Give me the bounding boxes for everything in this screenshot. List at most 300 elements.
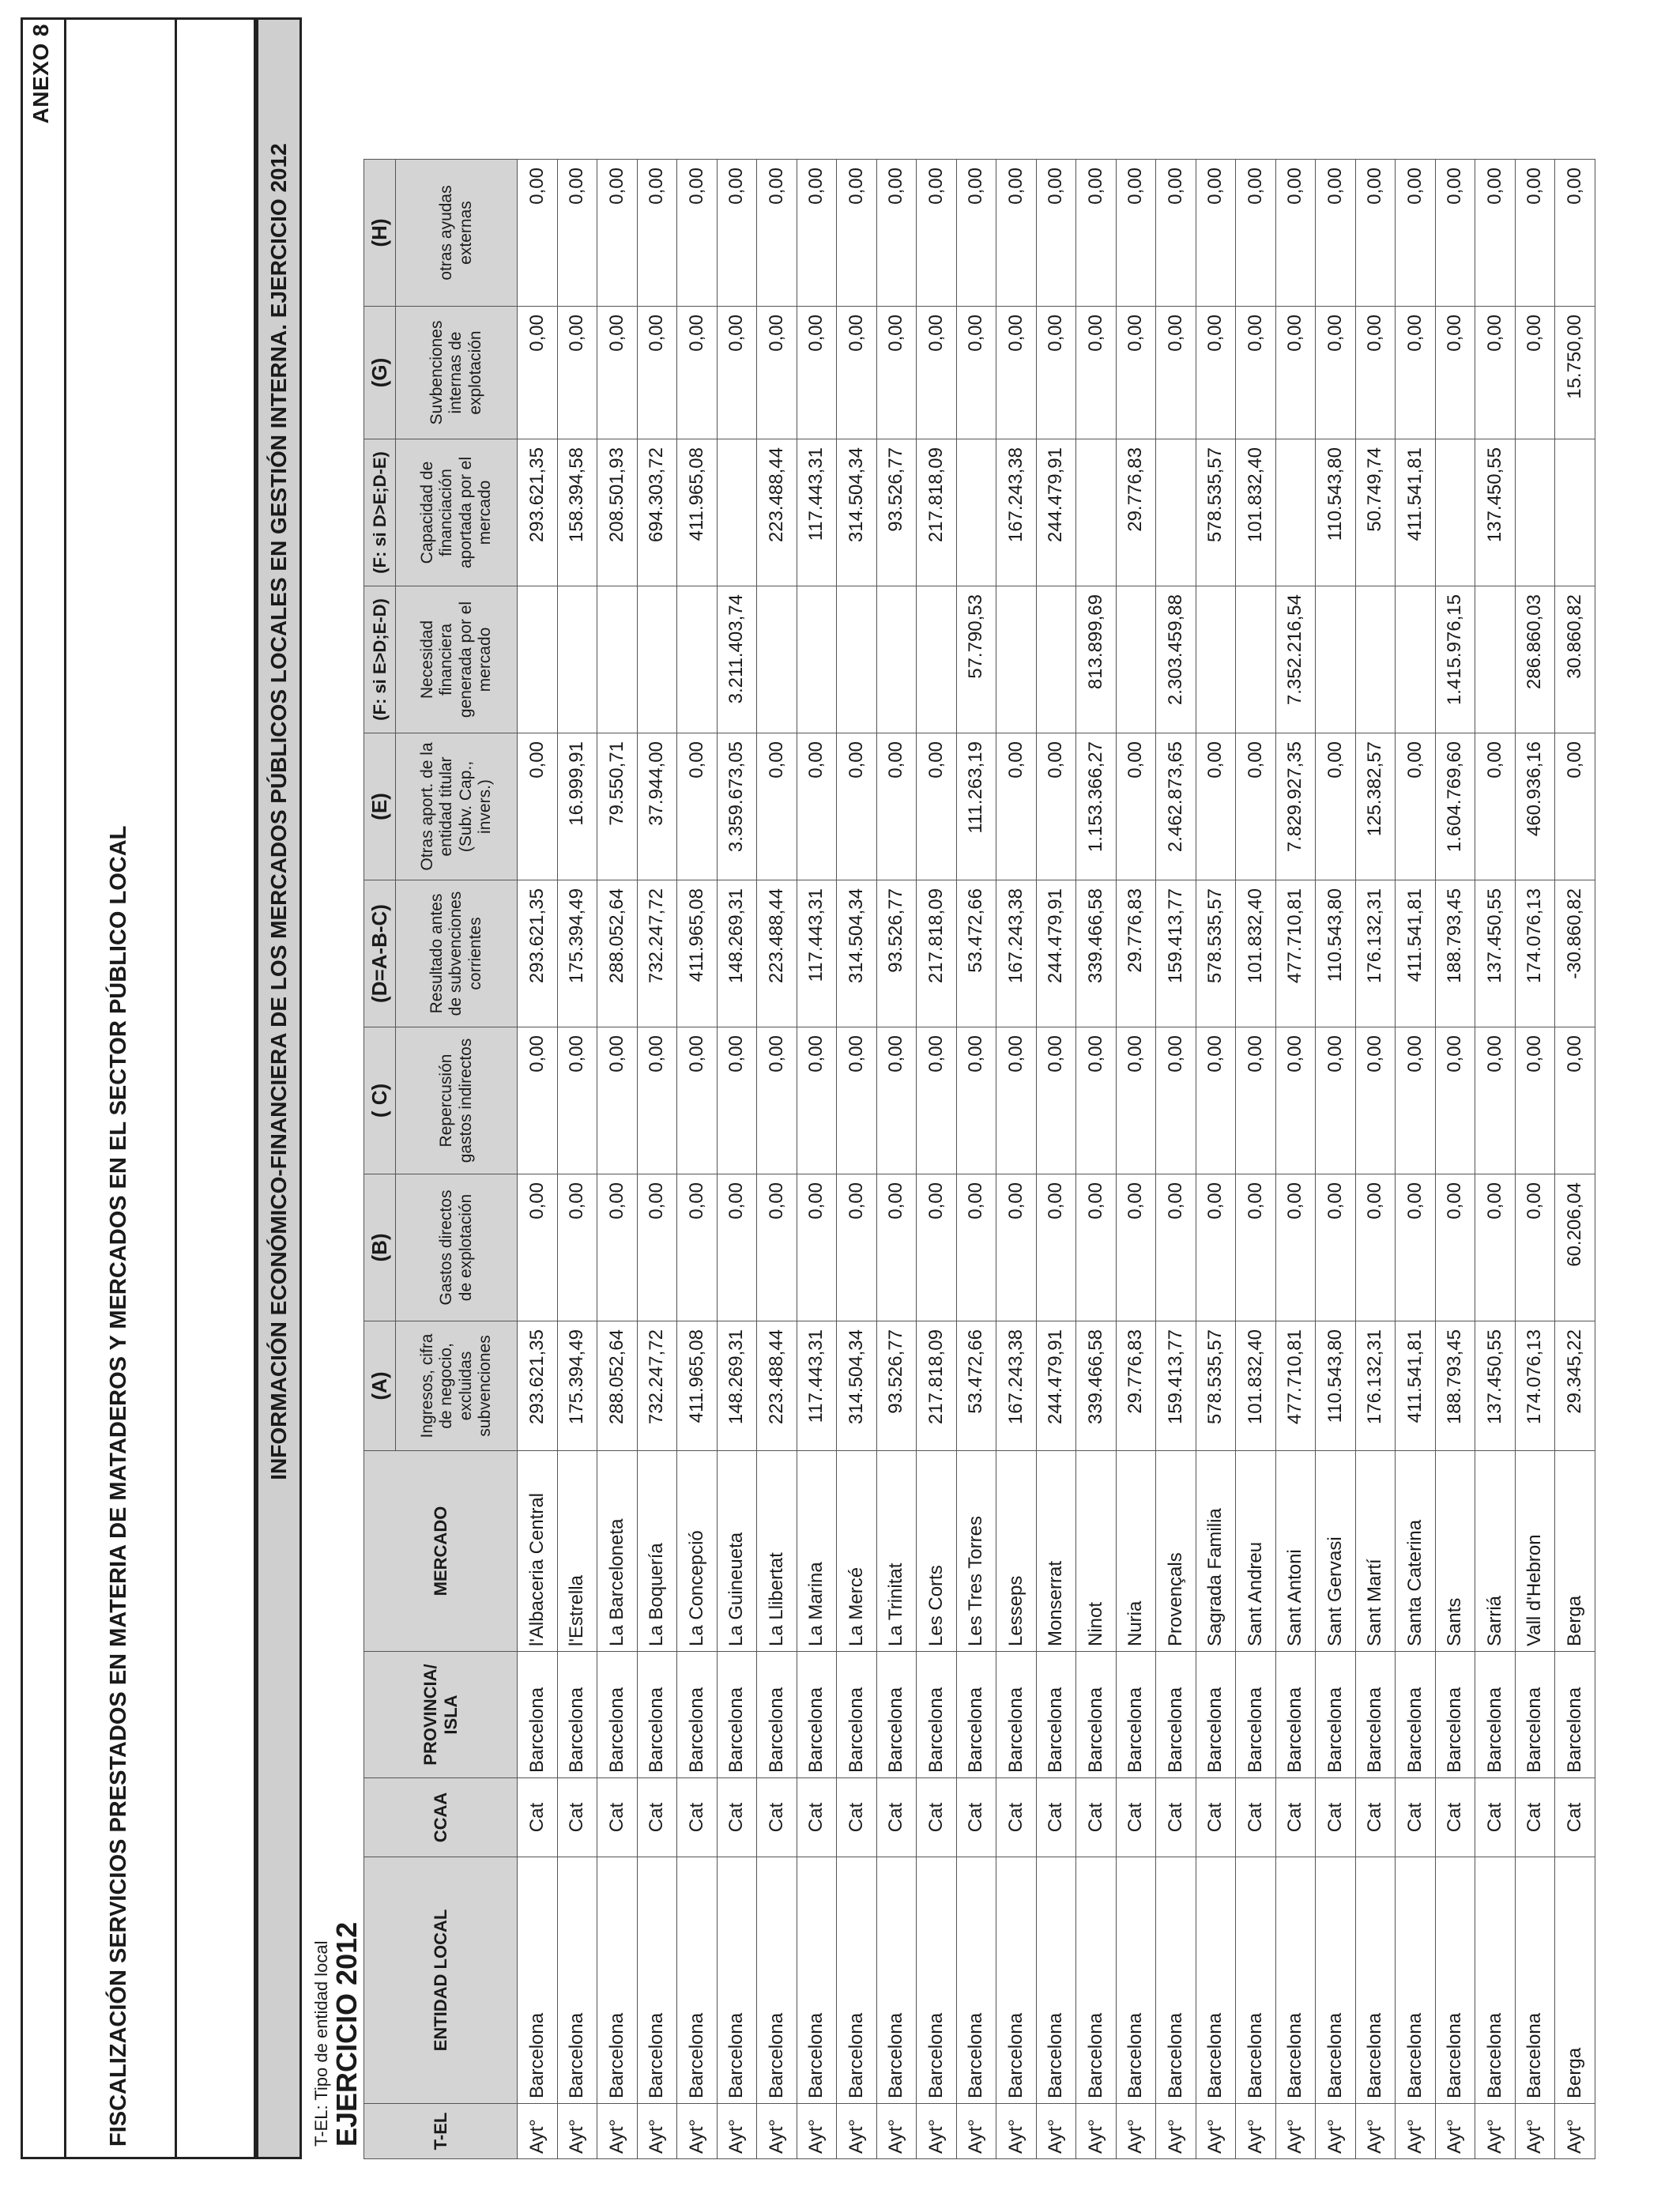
table-row xyxy=(1275,160,1316,2159)
cell-a: 411.965,08 xyxy=(677,1321,718,1451)
cell-b: 0,00 xyxy=(1316,1174,1356,1321)
cell-b: 0,00 xyxy=(557,1174,597,1321)
cell-ccaa: Cat xyxy=(1555,1778,1595,1857)
cell-mercado: Sant Antoni xyxy=(1275,1451,1316,1652)
cell-a: 174.076,13 xyxy=(1515,1321,1555,1451)
spacer-box xyxy=(177,17,256,2159)
cell-a: 188.793,45 xyxy=(1435,1321,1475,1451)
cell-f1 xyxy=(1196,586,1236,733)
table-row xyxy=(1515,160,1555,2159)
cell-tel: Ayt° xyxy=(1355,2104,1396,2159)
col-a-desc: Ingresos, cifra de negocio, excluidas subvenciones xyxy=(396,1321,518,1451)
cell-e: 37.944,00 xyxy=(637,733,677,880)
cell-f2: 223.488,44 xyxy=(757,439,797,586)
cell-c: 0,00 xyxy=(837,1027,877,1174)
cell-c: 0,00 xyxy=(1555,1027,1595,1174)
cell-b: 0,00 xyxy=(876,1174,917,1321)
cell-entidad: Barcelona xyxy=(1355,1857,1396,2104)
cell-ccaa: Cat xyxy=(518,1778,558,1857)
cell-e: 0,00 xyxy=(518,733,558,880)
cell-f1 xyxy=(876,586,917,733)
cell-f1: 813.899,69 xyxy=(1076,586,1117,733)
cell-h: 0,00 xyxy=(1475,160,1516,307)
cell-e: 16.999,91 xyxy=(557,733,597,880)
cell-a: 167.243,38 xyxy=(996,1321,1037,1451)
cell-d: 339.466,58 xyxy=(1076,880,1117,1027)
cell-a: 223.488,44 xyxy=(757,1321,797,1451)
col-d-desc: Resultado antes de subvenciones corrientes xyxy=(396,880,518,1027)
cell-h: 0,00 xyxy=(1515,160,1555,307)
cell-c: 0,00 xyxy=(1036,1027,1076,1174)
col-d-letter: (D=A-B-C) xyxy=(364,880,396,1027)
cell-mercado: La Guineueta xyxy=(717,1451,757,1652)
cell-e: 2.462.873,65 xyxy=(1156,733,1196,880)
cell-h: 0,00 xyxy=(1156,160,1196,307)
cell-tel: Ayt° xyxy=(518,2104,558,2159)
cell-f2 xyxy=(1156,439,1196,586)
table-row xyxy=(557,160,597,2159)
cell-c: 0,00 xyxy=(1116,1027,1156,1174)
cell-h: 0,00 xyxy=(996,160,1037,307)
cell-mercado: La Concepció xyxy=(677,1451,718,1652)
cell-g: 0,00 xyxy=(876,307,917,439)
cell-e: 7.829.927,35 xyxy=(1275,733,1316,880)
cell-b: 0,00 xyxy=(717,1174,757,1321)
cell-ccaa: Cat xyxy=(1275,1778,1316,1857)
cell-g: 0,00 xyxy=(1515,307,1555,439)
cell-h: 0,00 xyxy=(1396,160,1436,307)
cell-g: 0,00 xyxy=(1236,307,1276,439)
cell-g: 0,00 xyxy=(717,307,757,439)
col-h-letter: (H) xyxy=(364,160,396,307)
cell-g: 0,00 xyxy=(996,307,1037,439)
cell-entidad: Berga xyxy=(1555,1857,1595,2104)
cell-f2: 110.543,80 xyxy=(1316,439,1356,586)
cell-c: 0,00 xyxy=(797,1027,837,1174)
cell-g: 0,00 xyxy=(1275,307,1316,439)
cell-f2: 117.443,31 xyxy=(797,439,837,586)
cell-a: 578.535,57 xyxy=(1196,1321,1236,1451)
table-row xyxy=(876,160,917,2159)
cell-a: 117.443,31 xyxy=(797,1321,837,1451)
cell-h: 0,00 xyxy=(837,160,877,307)
cell-c: 0,00 xyxy=(1316,1027,1356,1174)
cell-entidad: Barcelona xyxy=(1515,1857,1555,2104)
cell-mercado: Monserrat xyxy=(1036,1451,1076,1652)
cell-b: 0,00 xyxy=(677,1174,718,1321)
table-row xyxy=(1236,160,1276,2159)
cell-tel: Ayt° xyxy=(1475,2104,1516,2159)
cell-c: 0,00 xyxy=(1475,1027,1516,1174)
cell-h: 0,00 xyxy=(1555,160,1595,307)
annex-box xyxy=(21,17,66,2159)
cell-ccaa: Cat xyxy=(1036,1778,1076,1857)
cell-tel: Ayt° xyxy=(996,2104,1037,2159)
cell-d: 223.488,44 xyxy=(757,880,797,1027)
cell-provincia: Barcelona xyxy=(1196,1652,1236,1778)
cell-f2 xyxy=(1555,439,1595,586)
cell-b: 0,00 xyxy=(1196,1174,1236,1321)
cell-a: 244.479,91 xyxy=(1036,1321,1076,1451)
cell-f2: 29.776,83 xyxy=(1116,439,1156,586)
cell-e: 125.382,57 xyxy=(1355,733,1396,880)
cell-entidad: Barcelona xyxy=(757,1857,797,2104)
cell-a: 477.710,81 xyxy=(1275,1321,1316,1451)
cell-d: 217.818,09 xyxy=(917,880,957,1027)
cell-f2: 314.504,34 xyxy=(837,439,877,586)
cell-c: 0,00 xyxy=(757,1027,797,1174)
col-entidad: ENTIDAD LOCAL xyxy=(364,1857,518,2104)
cell-d: 93.526,77 xyxy=(876,880,917,1027)
table-row xyxy=(1355,160,1396,2159)
cell-g: 0,00 xyxy=(1156,307,1196,439)
cell-g: 0,00 xyxy=(1316,307,1356,439)
cell-provincia: Barcelona xyxy=(876,1652,917,1778)
cell-h: 0,00 xyxy=(597,160,638,307)
cell-c: 0,00 xyxy=(597,1027,638,1174)
cell-e: 0,00 xyxy=(1196,733,1236,880)
col-f1-desc: Necesidad financiera generada por el mercado xyxy=(396,586,518,733)
cell-a: 288.052,64 xyxy=(597,1321,638,1451)
cell-entidad: Barcelona xyxy=(1156,1857,1196,2104)
cell-a: 101.832,40 xyxy=(1236,1321,1276,1451)
col-g-desc: Suvbenciones internas de explotación xyxy=(396,307,518,439)
cell-entidad: Barcelona xyxy=(1236,1857,1276,2104)
cell-e: 0,00 xyxy=(1316,733,1356,880)
cell-ccaa: Cat xyxy=(637,1778,677,1857)
cell-d: 53.472,66 xyxy=(956,880,996,1027)
col-ccaa: CCAA xyxy=(364,1778,518,1857)
cell-provincia: Barcelona xyxy=(1515,1652,1555,1778)
cell-entidad: Barcelona xyxy=(996,1857,1037,2104)
cell-a: 29.345,22 xyxy=(1555,1321,1595,1451)
cell-tel: Ayt° xyxy=(956,2104,996,2159)
cell-b: 0,00 xyxy=(797,1174,837,1321)
cell-h: 0,00 xyxy=(876,160,917,307)
cell-f1 xyxy=(518,586,558,733)
cell-e: 460.936,16 xyxy=(1515,733,1555,880)
table-row xyxy=(1156,160,1196,2159)
cell-mercado: l'Albaceria Central xyxy=(518,1451,558,1652)
table-row xyxy=(1196,160,1236,2159)
col-mercado: MERCADO xyxy=(364,1451,518,1652)
cell-provincia: Barcelona xyxy=(1435,1652,1475,1778)
table-row xyxy=(1076,160,1117,2159)
cell-e: 0,00 xyxy=(677,733,718,880)
cell-d: 117.443,31 xyxy=(797,880,837,1027)
cell-entidad: Barcelona xyxy=(1316,1857,1356,2104)
cell-entidad: Barcelona xyxy=(876,1857,917,2104)
cell-h: 0,00 xyxy=(1316,160,1356,307)
cell-h: 0,00 xyxy=(757,160,797,307)
table-row xyxy=(797,160,837,2159)
cell-g: 0,00 xyxy=(917,307,957,439)
cell-c: 0,00 xyxy=(876,1027,917,1174)
cell-f1: 30.860,82 xyxy=(1555,586,1595,733)
cell-f2: 244.479,91 xyxy=(1036,439,1076,586)
cell-c: 0,00 xyxy=(1396,1027,1436,1174)
cell-e: 1.153.366,27 xyxy=(1076,733,1117,880)
cell-h: 0,00 xyxy=(1275,160,1316,307)
cell-h: 0,00 xyxy=(1196,160,1236,307)
cell-f2 xyxy=(1515,439,1555,586)
cell-b: 0,00 xyxy=(518,1174,558,1321)
cell-b: 0,00 xyxy=(837,1174,877,1321)
cell-tel: Ayt° xyxy=(637,2104,677,2159)
cell-h: 0,00 xyxy=(637,160,677,307)
cell-g: 0,00 xyxy=(1396,307,1436,439)
cell-h: 0,00 xyxy=(1116,160,1156,307)
cell-provincia: Barcelona xyxy=(1156,1652,1196,1778)
cell-provincia: Barcelona xyxy=(1475,1652,1516,1778)
cell-b: 0,00 xyxy=(597,1174,638,1321)
cell-ccaa: Cat xyxy=(1515,1778,1555,1857)
cell-f1 xyxy=(1355,586,1396,733)
cell-provincia: Barcelona xyxy=(717,1652,757,1778)
cell-mercado: Ninot xyxy=(1076,1451,1117,1652)
cell-d: 293.621,35 xyxy=(518,880,558,1027)
cell-h: 0,00 xyxy=(1355,160,1396,307)
cell-f2: 411.965,08 xyxy=(677,439,718,586)
table-row xyxy=(518,160,558,2159)
cell-tel: Ayt° xyxy=(1316,2104,1356,2159)
cell-f2: 578.535,57 xyxy=(1196,439,1236,586)
cell-h: 0,00 xyxy=(518,160,558,307)
cell-mercado: La Barceloneta xyxy=(597,1451,638,1652)
cell-f1 xyxy=(1116,586,1156,733)
section-bar xyxy=(256,17,302,2159)
cell-b: 0,00 xyxy=(1116,1174,1156,1321)
table-row xyxy=(1036,160,1076,2159)
cell-ccaa: Cat xyxy=(917,1778,957,1857)
cell-f1 xyxy=(637,586,677,733)
cell-f2: 217.818,09 xyxy=(917,439,957,586)
cell-f1 xyxy=(1396,586,1436,733)
cell-tel: Ayt° xyxy=(757,2104,797,2159)
col-a-letter: (A) xyxy=(364,1321,396,1451)
cell-mercado: La Trinitat xyxy=(876,1451,917,1652)
cell-c: 0,00 xyxy=(1236,1027,1276,1174)
cell-ccaa: Cat xyxy=(956,1778,996,1857)
table-row xyxy=(637,160,677,2159)
cell-ccaa: Cat xyxy=(837,1778,877,1857)
cell-b: 0,00 xyxy=(1156,1174,1196,1321)
cell-f2 xyxy=(1275,439,1316,586)
cell-ccaa: Cat xyxy=(597,1778,638,1857)
cell-b: 0,00 xyxy=(1515,1174,1555,1321)
cell-a: 217.818,09 xyxy=(917,1321,957,1451)
cell-provincia: Barcelona xyxy=(1116,1652,1156,1778)
cell-c: 0,00 xyxy=(1156,1027,1196,1174)
cell-e: 0,00 xyxy=(757,733,797,880)
cell-g: 0,00 xyxy=(557,307,597,439)
cell-tel: Ayt° xyxy=(1435,2104,1475,2159)
cell-tel: Ayt° xyxy=(597,2104,638,2159)
cell-provincia: Barcelona xyxy=(956,1652,996,1778)
cell-b: 0,00 xyxy=(956,1174,996,1321)
cell-mercado: Vall d'Hebron xyxy=(1515,1451,1555,1652)
cell-tel: Ayt° xyxy=(677,2104,718,2159)
cell-mercado: Sant Gervasi xyxy=(1316,1451,1356,1652)
cell-g: 0,00 xyxy=(757,307,797,439)
cell-entidad: Barcelona xyxy=(1275,1857,1316,2104)
table-row xyxy=(1116,160,1156,2159)
cell-ccaa: Cat xyxy=(876,1778,917,1857)
cell-provincia: Barcelona xyxy=(917,1652,957,1778)
cell-a: 148.269,31 xyxy=(717,1321,757,1451)
cell-mercado: La Mercé xyxy=(837,1451,877,1652)
cell-mercado: La Boquería xyxy=(637,1451,677,1652)
cell-g: 0,00 xyxy=(1196,307,1236,439)
cell-c: 0,00 xyxy=(518,1027,558,1174)
cell-g: 0,00 xyxy=(797,307,837,439)
cell-f1 xyxy=(597,586,638,733)
cell-f2 xyxy=(1435,439,1475,586)
col-f2-desc: Capacidad de financiación aportada por el mercado xyxy=(396,439,518,586)
cell-g: 0,00 xyxy=(597,307,638,439)
cell-provincia: Barcelona xyxy=(1316,1652,1356,1778)
cell-provincia: Barcelona xyxy=(637,1652,677,1778)
main-title: FISCALIZACIÓN SERVICIOS PRESTADOS EN MATERIA DE MATADEROS Y MERCADOS EN EL SECTOR PÚBLICO LOCAL xyxy=(106,825,131,2147)
cell-provincia: Barcelona xyxy=(518,1652,558,1778)
cell-entidad: Barcelona xyxy=(717,1857,757,2104)
cell-d: 578.535,57 xyxy=(1196,880,1236,1027)
table-row xyxy=(597,160,638,2159)
cell-h: 0,00 xyxy=(717,160,757,307)
cell-b: 0,00 xyxy=(637,1174,677,1321)
cell-provincia: Barcelona xyxy=(1076,1652,1117,1778)
cell-f2 xyxy=(956,439,996,586)
cell-b: 0,00 xyxy=(1036,1174,1076,1321)
cell-a: 732.247,72 xyxy=(637,1321,677,1451)
cell-f1: 1.415.976,15 xyxy=(1435,586,1475,733)
cell-entidad: Barcelona xyxy=(1036,1857,1076,2104)
col-b-desc: Gastos directos de explotación xyxy=(396,1174,518,1321)
cell-c: 0,00 xyxy=(956,1027,996,1174)
cell-d: 159.413,77 xyxy=(1156,880,1196,1027)
col-c-desc: Repercusión gastos indirectos xyxy=(396,1027,518,1174)
cell-e: 0,00 xyxy=(1116,733,1156,880)
table-header xyxy=(364,160,518,2159)
cell-c: 0,00 xyxy=(637,1027,677,1174)
cell-a: 339.466,58 xyxy=(1076,1321,1117,1451)
cell-provincia: Barcelona xyxy=(1355,1652,1396,1778)
cell-d: 167.243,38 xyxy=(996,880,1037,1027)
cell-b: 0,00 xyxy=(1236,1174,1276,1321)
cell-a: 176.132,31 xyxy=(1355,1321,1396,1451)
cell-d: -30.860,82 xyxy=(1555,880,1595,1027)
cell-b: 0,00 xyxy=(1275,1174,1316,1321)
cell-e: 0,00 xyxy=(1396,733,1436,880)
cell-tel: Ayt° xyxy=(797,2104,837,2159)
cell-e: 0,00 xyxy=(876,733,917,880)
cell-entidad: Barcelona xyxy=(956,1857,996,2104)
cell-e: 79.550,71 xyxy=(597,733,638,880)
cell-f2: 167.243,38 xyxy=(996,439,1037,586)
cell-entidad: Barcelona xyxy=(1196,1857,1236,2104)
cell-entidad: Barcelona xyxy=(677,1857,718,2104)
cell-tel: Ayt° xyxy=(1275,2104,1316,2159)
cell-provincia: Barcelona xyxy=(1396,1652,1436,1778)
cell-f1: 286.860,03 xyxy=(1515,586,1555,733)
cell-a: 29.776,83 xyxy=(1116,1321,1156,1451)
cell-f1 xyxy=(557,586,597,733)
cell-c: 0,00 xyxy=(917,1027,957,1174)
cell-f1: 3.211.403,74 xyxy=(717,586,757,733)
cell-f1 xyxy=(757,586,797,733)
cell-a: 411.541,81 xyxy=(1396,1321,1436,1451)
cell-ccaa: Cat xyxy=(1475,1778,1516,1857)
cell-c: 0,00 xyxy=(1196,1027,1236,1174)
cell-entidad: Barcelona xyxy=(518,1857,558,2104)
cell-d: 188.793,45 xyxy=(1435,880,1475,1027)
cell-e: 0,00 xyxy=(1236,733,1276,880)
cell-provincia: Barcelona xyxy=(996,1652,1037,1778)
cell-ccaa: Cat xyxy=(1076,1778,1117,1857)
cell-f2: 50.749,74 xyxy=(1355,439,1396,586)
cell-f2: 293.621,35 xyxy=(518,439,558,586)
cell-f2 xyxy=(1076,439,1117,586)
cell-g: 0,00 xyxy=(1036,307,1076,439)
col-g-letter: (G) xyxy=(364,307,396,439)
cell-mercado: Santa Caterina xyxy=(1396,1451,1436,1652)
cell-e: 0,00 xyxy=(917,733,957,880)
cell-tel: Ayt° xyxy=(1396,2104,1436,2159)
tel-note: T-EL: Tipo de entidad local xyxy=(311,1940,331,2147)
cell-c: 0,00 xyxy=(1076,1027,1117,1174)
table-row xyxy=(1435,160,1475,2159)
cell-mercado: Nuria xyxy=(1116,1451,1156,1652)
cell-mercado: Provençals xyxy=(1156,1451,1196,1652)
cell-ccaa: Cat xyxy=(1116,1778,1156,1857)
cell-a: 175.394,49 xyxy=(557,1321,597,1451)
cell-e: 0,00 xyxy=(996,733,1037,880)
cell-b: 60.206,04 xyxy=(1555,1174,1595,1321)
cell-ccaa: Cat xyxy=(557,1778,597,1857)
cell-d: 174.076,13 xyxy=(1515,880,1555,1027)
cell-b: 0,00 xyxy=(996,1174,1037,1321)
cell-f2: 93.526,77 xyxy=(876,439,917,586)
col-b-letter: (B) xyxy=(364,1174,396,1321)
cell-c: 0,00 xyxy=(557,1027,597,1174)
cell-mercado: Sant Martí xyxy=(1355,1451,1396,1652)
col-provincia: PROVINCIA/ ISLA xyxy=(364,1652,518,1778)
cell-f1: 2.303.459,88 xyxy=(1156,586,1196,733)
cell-mercado: La Llibertat xyxy=(757,1451,797,1652)
cell-f2: 694.303,72 xyxy=(637,439,677,586)
cell-tel: Ayt° xyxy=(1236,2104,1276,2159)
exercise-heading: EJERCICIO 2012 xyxy=(330,1921,363,2147)
cell-f2: 137.450,55 xyxy=(1475,439,1516,586)
cell-entidad: Barcelona xyxy=(1076,1857,1117,2104)
cell-g: 0,00 xyxy=(1435,307,1475,439)
cell-ccaa: Cat xyxy=(996,1778,1037,1857)
cell-b: 0,00 xyxy=(917,1174,957,1321)
cell-entidad: Barcelona xyxy=(1116,1857,1156,2104)
cell-c: 0,00 xyxy=(1435,1027,1475,1174)
cell-f1 xyxy=(1316,586,1356,733)
cell-b: 0,00 xyxy=(1475,1174,1516,1321)
cell-ccaa: Cat xyxy=(1396,1778,1436,1857)
cell-f1 xyxy=(996,586,1037,733)
table-row xyxy=(1396,160,1436,2159)
col-h-desc: otras ayudas externas xyxy=(396,160,518,307)
cell-ccaa: Cat xyxy=(677,1778,718,1857)
cell-mercado: Berga xyxy=(1555,1451,1595,1652)
cell-ccaa: Cat xyxy=(1236,1778,1276,1857)
cell-f1 xyxy=(677,586,718,733)
cell-ccaa: Cat xyxy=(1156,1778,1196,1857)
